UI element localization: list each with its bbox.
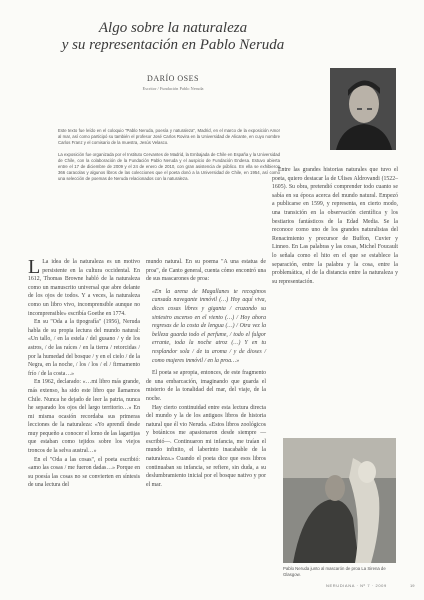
intro-paragraph: La exposición fue organizada por el Instituto Cervantes de Madrid, la Embajada de Chile en España y la Universidad de Chile, con la colaboración de la Fundación Pablo Neruda y el auspicio de Fundación Endesa. Estuvo abierta entre el 17 de diciembre de 2009 y el 24 de enero de 2010, con gran asistencia de público. En ella se exhibieron 366 caracolas y algunos libros de las colecciones que el poeta donó a la Universidad de Chile, en 1954, así como una selección de poemas de Neruda relacionados con la naturaleza.: [58, 152, 280, 181]
column-1: [28, 258, 140, 490]
column-2: [146, 258, 266, 489]
magazine-footer: NERUDIANA · Nº 7 · 2009: [326, 583, 387, 588]
body-paragraph: Entre las grandes historias naturales que tuvo el poeta, quiero destacar la de Ulises Aldrovandi (1522–1605). Su obra, pretendió comprender todo cuanto se sabía en su época acerca del mundo natural. Empezó a publicarse en 1599, y representa, en cierto modo, una transición en la observación científica y los bestiarios fantásticos de la Edad Media. Se la reconoce como uno de los grandes naturalistas del Renacimiento y precursor de Buffon, Cuvier y Linneo. En Las palabras y las cosas, Michel Foucault lo señala como el hito en el que se establece la separación, entre la palabra y la cosa, entre la problemática, el de la distancia entre la naturaleza y su representación.: [272, 167, 398, 285]
neruda-photo: [283, 438, 396, 563]
body-paragraph: mundo natural. En su poema "A una estatua de proa", de Canto general, cuenta cómo encontró una de sus mascarones de proa:: [146, 259, 266, 283]
column-3: [272, 166, 398, 286]
body-paragraph: L La idea de la naturaleza es un motivo persistente en la cultura occidental. En 1612, Thomas Browne habló de la naturaleza como un manuscrito universal que abre delante de los ojos de todos. Y a veces, la naturaleza como un libro vivo, incomprensible aunque no incomprensible» escribía Goethe en 1774.: [28, 256, 140, 317]
page-number: 19: [410, 583, 415, 588]
author-affiliation: Escritor / Fundación Pablo Neruda: [142, 86, 204, 91]
intro-paragraph: Este texto fue leído en el coloquio "Pablo Neruda, poesía y naturaleza", Madrid, en el marco de la exposición Amor al mar, así como participó su también el profesor José Carlos Rovira en la Universidad de Alicante, en cuyo nombre Carlos Franz y el comisario de la muestra, Jesús Velasco.: [58, 128, 280, 145]
body-paragraph: Hay cierto continuidad entre esta lectura directa del mundo y la de los antiguos libros de historia natural que él vio Neruda. «Estos libros zoológicos y botánicos me apasionaron desde siempre —escribió—. Continuaron mi infancia, me traían el mundo infinito, el laberinto inacabable de la naturaleza.» Cuando el poeta dice que esos libros continuaban su infancia, se refiere, sin duda, a su deslumbramiento inicial por el bosque nativo y por el mar.: [146, 404, 266, 488]
body-paragraph: En 1962, declarado: «…mi libro más grande, más extenso, ha sido este libro que llamamos Chile. Nunca he dejado de leer la patria, nunca he separado los ojos del largo territorio…» En mi misma ocasión recordaba sus primeras lecciones de la naturaleza: «Yo aprendí desde muy pequeño a conocer el lomo de las lagartijas que estaban como tejidos sobre los viejos troncos de la selva austral…»: [28, 379, 140, 455]
drop-cap: L: [28, 256, 41, 278]
intro-note: [58, 128, 280, 188]
article-title: [28, 20, 318, 54]
title-line-2: y su representación en Pablo Neruda: [61, 37, 285, 53]
body-paragraph: En el "Oda a las cosas", el poeta escribió: «amo las cosas / me fueron dadas…» Porque en su poesía las cosas no se convierten en síntesis de una lectura del: [28, 456, 140, 489]
title-line-1: Algo sobre la naturaleza: [98, 20, 248, 36]
body-paragraph: En su "Oda a la tipografía" (1956), Neruda habla de su propia lectura del mundo natural: «Un tallo, / en la estela / del gusano / y de los astros, / de las raíces / en la tierra / retorcidas / por la humedad del bosque / y en el cielo / de la Negra, en la noche, / los / los / el / firmamento frío / de la costa…»: [28, 319, 140, 377]
body-paragraph: El poeta se apropia, entonces, de este fragmento de una embarcación, imaginando que guarda el misterio de la tonalidad del mar, del viaje, de la noche.: [146, 370, 266, 402]
block-quote: «En la arena de Magallanes te recogimos cansada navegante inmóvil (…) Hoy aquí viva, dices cosas libres y giganta / cruzando su siniestro ascenso en el viento (…) / Hoy ahora regresas de la costa de lengua (…) / Otra vez la belleza guarda todo el perfume, / todo el fulgor errante, toda la noche atroz (…) Y en tu resplandor sola / de tu aroma / y de dioses / como mujeres inmóvil / en la proa…»: [152, 288, 266, 364]
author-portrait: [330, 68, 396, 150]
author-name: DARÍO OSES: [147, 74, 199, 83]
photo-caption: Pablo Neruda junto al mascarón de proa La Sirena de Glasgow.: [283, 566, 386, 577]
